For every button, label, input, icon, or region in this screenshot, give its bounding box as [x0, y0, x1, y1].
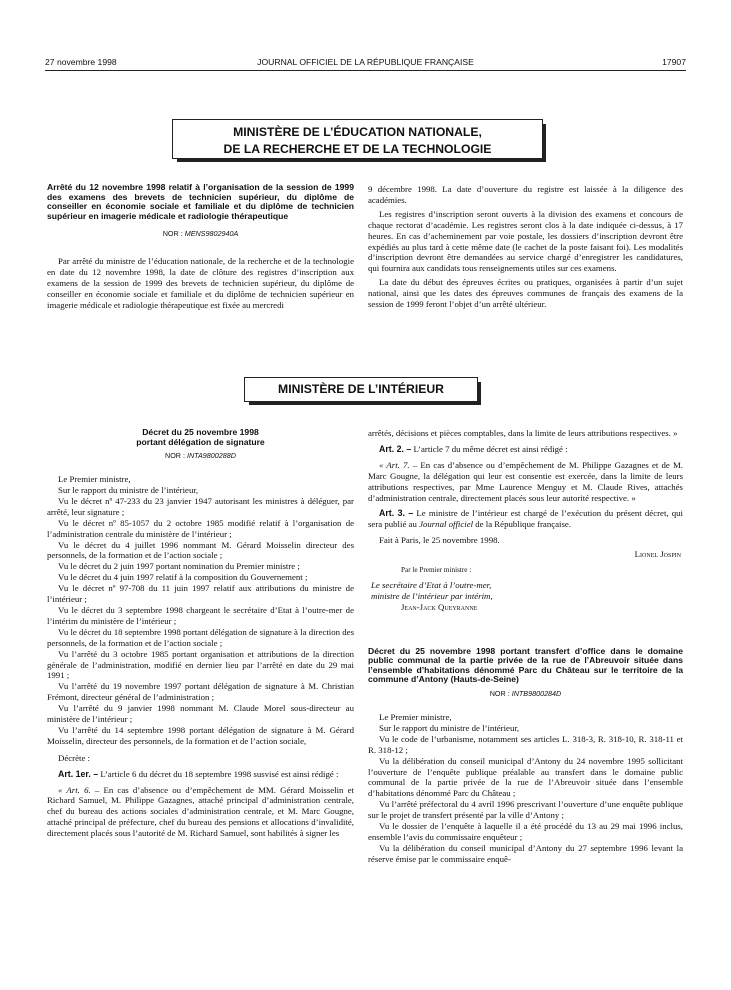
decret1-right-column [368, 428, 683, 865]
article-1-label: Art. 1er. – [58, 768, 99, 779]
nor-label: NOR : [165, 451, 185, 461]
decret1-visa: Vu l’arrêté du 14 septembre 1998 portant délégation de signature à M. Gérard Moisselin, directeur des personnels, de la formation et de l’action sociale, [47, 724, 354, 746]
article-2-label: Art. 2. – [379, 443, 412, 454]
nor-label: NOR : [162, 229, 183, 239]
decret1-title-line1: Décret du 25 novembre 1998 [142, 427, 259, 437]
page-number: 17907 [662, 57, 686, 67]
article-6-label: « Art. 6. – [58, 784, 100, 795]
ministry-education-line2: DE LA RECHERCHE ET DE LA TECHNOLOGIE [223, 141, 492, 156]
decret2-body [368, 712, 683, 865]
decret1-visa: Vu le décret nº 47-233 du 23 janvier 1947 autorisant les ministres à déléguer, par arrêté, leur signature ; [47, 495, 354, 517]
arrete-title: Arrêté du 12 novembre 1998 relatif à l’organisation de la session de 1999 des examens des brevets de technicien supérieur, du diplôme de conseiller en économie sociale et familiale et du diplôme de technicien supérieur en imagerie médicale et radiologie thérapeutique [47, 182, 354, 221]
arrete-paragraph-2: Les registres d’inscription seront ouverts à la division des examens et concours de chaque rectorat d’académie. Les registres seront clos à la date indiquée ci-dessus, à 17 heures. En cas d’acheminement par voie postale, les dossiers d’inscription devront être expédiés au plus tard à cette même date (le cachet de la poste faisant foi). Les modalités d’inscription devront être demandées au service chargé d’enregistrer les candidatures, qui fournira aux candidats tous renseignements utiles sur ces examens. [368, 208, 683, 274]
header-rule [45, 70, 686, 71]
decret1-visa: Vu le décret nº 97-708 du 11 juin 1997 relatif aux attributions du ministre de l’intérieur ; [47, 583, 354, 605]
decret2-paragraph: Vu le dossier de l’enquête à laquelle il a été procédé du 13 au 29 mai 1996 inclus, ensemble l’avis du commissaire enquêteur ; [368, 821, 683, 842]
article-2-text: L’article 7 du même décret est ainsi rédigé : [413, 443, 568, 454]
arrete-paragraph-3: La date du début des épreuves écrites ou pratiques, organisées à partir d’un sujet national, ainsi que les dates des épreuves communes de français des examens de la session de 1999 feront l’objet d’un arrêté ultérieur. [368, 277, 683, 310]
article-1-text: L’article 6 du décret du 18 septembre 1998 susvisé est ainsi rédigé : [100, 768, 339, 779]
decret1-visa: Vu le décret du 4 juin 1997 relatif à la composition du Gouvernement ; [58, 572, 308, 583]
decret2-paragraph: Sur le rapport du ministre de l’intérieur, [379, 722, 520, 733]
ministry-interior-title: MINISTÈRE DE L’INTÉRIEUR [278, 382, 444, 396]
ministry-interior-heading [244, 377, 478, 402]
article-6-continued: arrêtés, décisions et pièces comptables, dans la limite de leurs attributions respectives. » [368, 428, 678, 438]
arrete-nor [47, 229, 354, 240]
decret1-article-6 [47, 785, 354, 840]
decret1-secretary-name: Jean-Jack Queyranne [401, 601, 478, 612]
article-7-label: « Art. 7. – [379, 459, 418, 470]
decret1-visa: Vu le décret du 2 juin 1997 portant nomination du Premier ministre ; [58, 561, 300, 572]
article-3-text-b: de la République française. [473, 519, 572, 530]
running-header [45, 57, 686, 69]
ministry-education-heading [172, 119, 543, 159]
article-3-label: Art. 3. – [379, 508, 414, 519]
arrete-right-column [368, 184, 683, 310]
nor-code: INTB9800284D [511, 689, 562, 699]
article-6-text: En cas d’absence ou d’empêchement de MM. Gérard Moisselin et Richard Samuel, M. Philippe Gazagnes, attaché principal d’administration centrale, chef du bureau des actions sociales d’administration centrale, et M. Marc Gougne, attaché principal de préfecture, chef du bureau des pensions et allocations d’invalidité, directement placés sous l’autorité de M. Richard Samuel, sont habilités à signer les [47, 784, 354, 839]
decret1-visa: Vu le décret du 4 juillet 1996 nommant M. Gérard Moisselin directeur des personnels, de la formation et de l’action sociale ; [47, 539, 354, 561]
issue-date: 27 novembre 1998 [45, 57, 117, 67]
arrete-paragraph-1: Par arrêté du ministre de l’éducation nationale, de la recherche et de la technologie en date du 12 novembre 1998, la date de clôture des registres d’inscription aux examens de la session de 1999 des brevets de technicien supérieur, du diplôme de conseiller en économie sociale et familiale et du diplôme de technicien supérieur en imagerie médicale et radiologie thérapeutique est fixée au mercredi [47, 256, 354, 310]
decret1-nor [47, 451, 354, 462]
nor-code: MENS9802940A [184, 229, 239, 239]
decret1-decrete: Décrète : [58, 752, 90, 763]
decret1-visa: Vu le décret du 3 septembre 1998 chargeant le secrétaire d’Etat à l’outre-mer de l’intérim du ministère de l’intérieur ; [47, 604, 354, 626]
decret2-paragraph: Vu l’arrêté préfectoral du 4 avril 1996 prescrivant l’ouverture d’une enquête publique sur le projet de transfert présenté par la ville d’Antony ; [368, 799, 683, 821]
arrete-left-column [47, 183, 354, 311]
decret2-nor [368, 689, 683, 700]
article-7-text: En cas d’absence ou d’empêchement de M. Philippe Gazagnes et de M. Marc Gougne, la délégation qui leur est consentie est exercée, dans la limite de leurs attributions respectives, par Mme Laurence Menguy et M. Claude Rives, attachés d’administration centrale, directement placés sous leur autorité respective. » [368, 459, 683, 503]
decret1-secretary-line2: ministre de l’intérieur par intérim, [371, 590, 493, 601]
decret1-intro: Le Premier ministre, [58, 474, 131, 485]
decret2-title: Décret du 25 novembre 1998 portant transfert d’office dans le domaine public communal de la partie privée de la rue de l’Abreuvoir située dans l’ensemble d’habitations dénommé Parc du Château sur le territoire de la commune d’Antony (Hauts-de-Seine) [368, 645, 683, 685]
decret1-by-pm: Par le Premier ministre : [401, 566, 472, 575]
decret1-visas [47, 485, 354, 747]
decret2-paragraph: Vu la délibération du conseil municipal d’Antony du 27 septembre 1996 levant la réserve émise par le commissaire enquê- [368, 842, 683, 864]
decret1-visa: Vu le décret du 18 septembre 1998 portant délégation de signature à la direction des personnels, de la formation et de l’action sociale ; [47, 626, 354, 648]
decret1-secretary-line1: Le secrétaire d’Etat à l’outre-mer, [371, 579, 492, 590]
decret2-paragraph: Vu la délibération du conseil municipal d’Antony du 24 novembre 1995 sollicitant l’ouverture de l’enquête publique préalable au transfert dans le domaine public communal de la partie privée de la rue de l’Abreuvoir située dans l’ensemble d’habitations dénommé Parc du Château ; [368, 755, 683, 799]
decret1-signatory: Lionel Jospin [634, 549, 681, 560]
arrete-paragraph-1-continued: 9 décembre 1998. La date d’ouverture du registre est laissée à la diligence des académies. [368, 184, 683, 205]
decret1-title [47, 428, 354, 447]
article-3-text-a: Le ministre de l’intérieur est chargé de l’exécution du présent décret, qui sera publié au [368, 508, 683, 530]
decret1-title-line2: portant délégation de signature [136, 436, 265, 447]
decret1-article-7 [368, 460, 683, 504]
decret1-left-column [47, 428, 354, 839]
decret1-article-1 [47, 769, 354, 780]
decret1-visa: Vu l’arrêté du 19 novembre 1997 portant délégation de signature à M. Christian Frémont, directeur général de l’administration ; [47, 681, 354, 703]
nor-code: INTA9800288D [186, 451, 236, 461]
decret1-visa: Vu le décret nº 85-1057 du 2 octobre 1985 modifié relatif à l’organisation de l’administration centrale du ministère de l’intérieur ; [47, 517, 354, 539]
journal-title: JOURNAL OFFICIEL DE LA RÉPUBLIQUE FRANÇAISE [257, 57, 474, 67]
decret1-article-3 [368, 508, 683, 530]
decret2-paragraph: Vu le code de l’urbanisme, notamment ses articles L. 318-3, R. 318-10, R. 318-11 et R. 318-12 ; [368, 733, 683, 755]
decret1-visa: Vu l’arrêté du 9 janvier 1998 nommant M. Claude Morel sous-directeur au ministère de l’intérieur ; [47, 703, 354, 725]
decret1-visa: Vu l’arrêté du 3 octobre 1985 portant organisation et attributions de la direction générale de l’administration, modifié en dernier lieu par l’arrêté en date du 29 mai 1991 ; [47, 648, 354, 681]
nor-label: NOR : [489, 689, 510, 699]
decret2-paragraph: Le Premier ministre, [379, 711, 452, 722]
decret1-done-at: Fait à Paris, le 25 novembre 1998. [379, 535, 500, 546]
article-3-journal: Journal officiel [419, 519, 474, 530]
decret1-visa: Sur le rapport du ministre de l’intérieur, [58, 485, 199, 495]
decret1-article-2 [368, 444, 683, 455]
ministry-education-line1: MINISTÈRE DE L’ÉDUCATION NATIONALE, [233, 125, 482, 139]
